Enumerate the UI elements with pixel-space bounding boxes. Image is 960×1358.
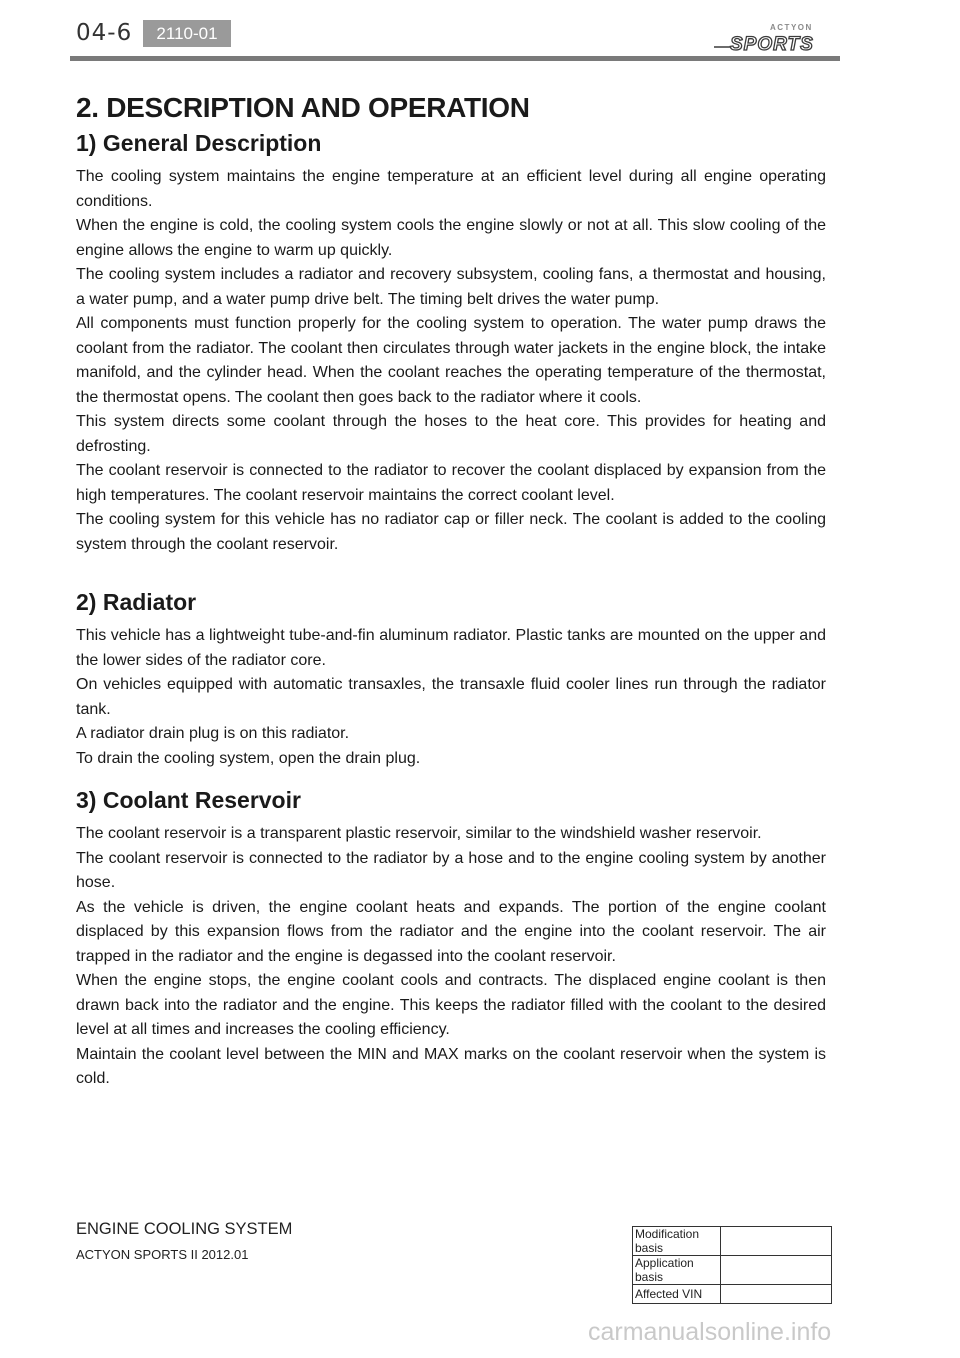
paragraph: This system directs some coolant through the hoses to the heat core. This provides for heating and defrosting. [76, 413, 826, 455]
paragraph: As the vehicle is driven, the engine coolant heats and expands. The portion of the engine coolant displaced by this expansion flows from the radiator and the engine into the coolant reservoir. The air trapped in the radiator and the engine is degassed into the coolant reservoir. [76, 898, 826, 965]
brand-top-text: ACTYON [770, 23, 813, 32]
section-heading: 3) Coolant Reservoir [76, 787, 301, 813]
section-heading: 1) General Description [76, 130, 322, 156]
paragraph: When the engine is cold, the cooling system cools the engine slowly or not at all. This slow cooling of the engine allows the engine to warm up quickly. [76, 217, 826, 259]
paragraph: To drain the cooling system, open the drain plug. [76, 749, 421, 767]
paragraph: The cooling system includes a radiator and recovery subsystem, cooling fans, a thermostat and housing, a water pump, and a water pump drive belt. The timing belt drives the water pump. [76, 266, 826, 308]
paragraph: This vehicle has a lightweight tube-and-fin aluminum radiator. Plastic tanks are mounted on the upper and the lower sides of the radiator core. [76, 627, 826, 669]
paragraph: The coolant reservoir is connected to the radiator to recover the coolant displaced by expansion from the high temperatures. The coolant reservoir maintains the correct coolant level. [76, 462, 826, 504]
watermark: carmanualsonline.info [588, 1318, 832, 1346]
section-code-badge: 2110-01 [143, 20, 231, 47]
table-value [721, 1285, 832, 1304]
paragraph: Maintain the coolant level between the MIN and MAX marks on the coolant reservoir when the system is cold. [76, 1045, 826, 1087]
section-general-description [76, 130, 826, 557]
table-label: Modification basis [633, 1227, 721, 1256]
section-radiator [76, 589, 826, 771]
document-body [76, 92, 826, 1108]
paragraph: On vehicles equipped with automatic transaxles, the transaxle fluid cooler lines run through the radiator tank. [76, 676, 826, 718]
paragraph: The cooling system for this vehicle has no radiator cap or filler neck. The coolant is added to the cooling system through the coolant reservoir. [76, 511, 826, 553]
paragraph: A radiator drain plug is on this radiator. [76, 725, 350, 742]
paragraph: The coolant reservoir is connected to the radiator by a hose and to the engine cooling system by another hose. [76, 849, 826, 891]
header-rule [70, 56, 840, 61]
section-coolant-reservoir [76, 787, 826, 1092]
page-number: 04-6 [76, 20, 133, 46]
table-label: Affected VIN [633, 1285, 721, 1304]
paragraph: The coolant reservoir is a transparent plastic reservoir, similar to the windshield washer reservoir. [76, 825, 762, 842]
paragraph: The cooling system maintains the engine temperature at an efficient level during all engine operating conditions. [76, 168, 826, 210]
table-row [633, 1285, 832, 1304]
table-value [721, 1227, 832, 1256]
footer-subtitle: ACTYON SPORTS II 2012.01 [76, 1247, 249, 1262]
revision-info-table [632, 1226, 832, 1304]
page-title: 2. DESCRIPTION AND OPERATION [76, 92, 530, 123]
section-heading: 2) Radiator [76, 589, 197, 615]
table-label: Application basis [633, 1256, 721, 1285]
paragraph: All components must function properly for the cooling system to operation. The water pump draws the coolant from the radiator. The coolant then circulates through water jackets in the engine block, the intake manifold, and the cylinder head. When the coolant reaches the operating temperature of the thermostat, the thermostat opens. The coolant then goes back to the radiator where it cools. [76, 315, 826, 406]
brand-main-text: SPORTS [730, 34, 814, 54]
table-row [633, 1256, 832, 1285]
actyon-sports-logo [712, 20, 842, 54]
table-value [721, 1256, 832, 1285]
table-row [633, 1227, 832, 1256]
footer-title: ENGINE COOLING SYSTEM [76, 1220, 293, 1238]
paragraph: When the engine stops, the engine coolant cools and contracts. The displaced engine coolant is then drawn back into the radiator and the engine. This keeps the radiator filled with the coolant to the desired level at all times and increases the cooling efficiency. [76, 972, 826, 1038]
